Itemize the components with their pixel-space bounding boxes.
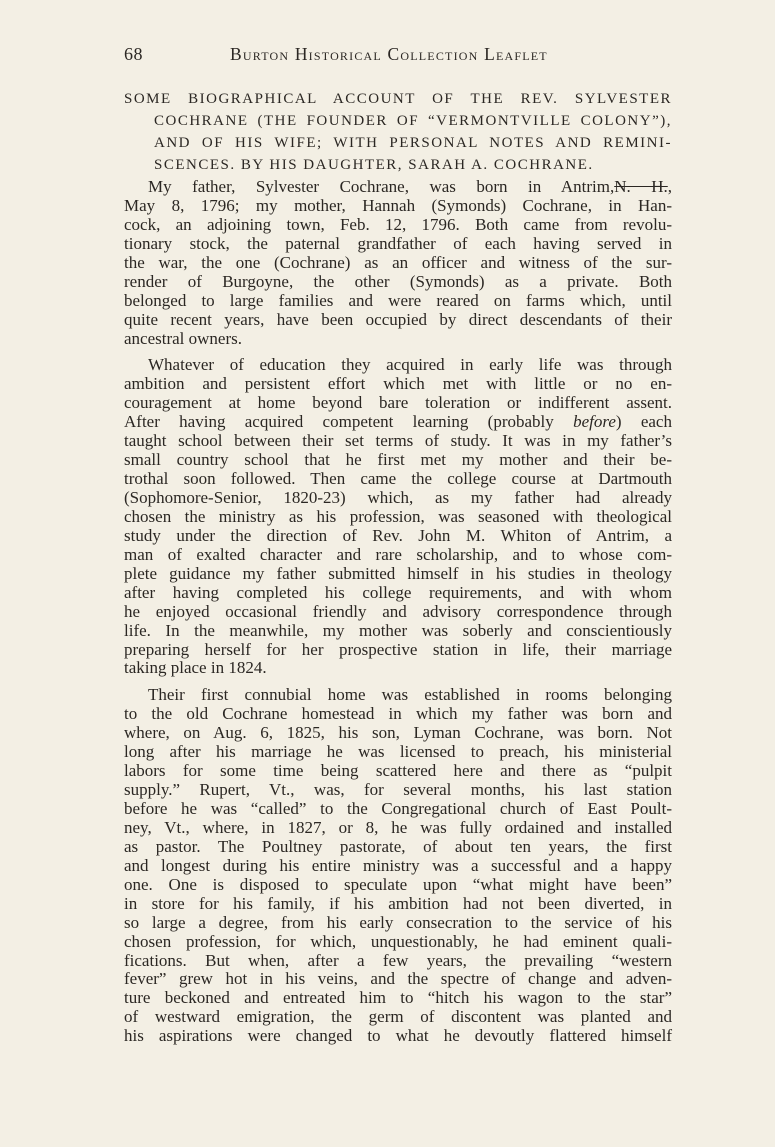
text-line (124, 413, 672, 432)
text-line (124, 178, 672, 197)
text-line: and longest during his entire ministry was a successful and a happy (124, 855, 672, 875)
text-line: chosen profession, for which, unquestionably, he had eminent quali- (124, 931, 672, 951)
text-line: small country school that he first met my mother and their be- (124, 450, 672, 470)
page-header (124, 44, 684, 70)
text-line: preparing herself for her prospective station in life, their marriage (124, 639, 672, 659)
title-line: COCHRANE (THE FOUNDER OF “VERMONTVILLE COLONY”), (154, 113, 672, 129)
text-line: he enjoyed occasional friendly and advisory correspondence through (124, 601, 672, 621)
text-line: before he was “called” to the Congregational church of East Poult- (124, 799, 672, 818)
text-line: quite recent years, have been occupied by direct descendants of their (124, 309, 672, 329)
text-line: May 8, 1796; my mother, Hannah (Symonds) Cochrane, in Han- (124, 195, 672, 215)
article-body (124, 178, 672, 1046)
title-line: SCENCES. BY HIS DAUGHTER, SARAH A. COCHRANE. (154, 157, 594, 173)
text-line: fications. But when, after a few years, the prevailing “western (124, 950, 672, 970)
text-line: belonged to large families and were reared on farms which, until (124, 290, 672, 310)
text-line: render of Burgoyne, the other (Symonds) as a private. Both (124, 271, 672, 291)
text-line: tionary stock, the paternal grandfather of each having served in (124, 233, 672, 253)
page-number: 68 (124, 44, 143, 64)
text-line: so large a degree, from his early consecration to the service of his (124, 912, 672, 932)
text-line: Their first connubial home was established in rooms belonging (148, 685, 672, 705)
text-line: Whatever of education they acquired in early life was through (148, 355, 672, 375)
title-line: SOME BIOGRAPHICAL ACCOUNT OF THE REV. SYLVESTER (124, 91, 672, 107)
text-line: labors for some time being scattered here and there as “pulpit (124, 761, 672, 781)
text-line: ture beckoned and entreated him to “hitch his wagon to the star” (124, 988, 672, 1008)
text-line: as pastor. The Poultney pastorate, of about ten years, the first (124, 836, 672, 856)
text-line: ney, Vt., where, in 1827, or 8, he was fully ordained and installed (124, 817, 672, 837)
text-line: supply.” Rupert, Vt., was, for several months, his last station (124, 780, 672, 800)
text-line: study under the direction of Rev. John M. Whiton of Antrim, a (124, 525, 672, 545)
article-title (124, 88, 672, 176)
text-segment: , (667, 177, 673, 196)
text-line: ancestral owners. (124, 328, 243, 348)
text-line: life. In the meanwhile, my mother was soberly and conscientiously (124, 620, 672, 640)
title-line: AND OF HIS WIFE; WITH PERSONAL NOTES AND REMINI- (154, 135, 672, 151)
text-segment: After having acquired competent learning (probably (124, 412, 574, 432)
text-line: long after his marriage he was licensed to preach, his ministerial (124, 742, 672, 762)
text-line: fever” grew hot in his veins, and the spectre of change and adven- (124, 969, 672, 989)
text-segment: My father, Sylvester Cochrane, was born in Antrim, (148, 177, 615, 196)
running-head: Burton Historical Collection Leaflet (230, 44, 548, 64)
text-line: chosen the ministry as his profession, was seasoned with theological (124, 506, 672, 526)
text-line: after having completed his college requirements, and with whom (124, 582, 672, 602)
text-line: couragement at home beyond bare toleration or indifferent assent. (124, 393, 672, 413)
text-line: plete guidance my father submitted himself in his studies in theology (124, 563, 672, 583)
struck-text: N. H. (614, 177, 668, 196)
text-line: in store for his family, if his ambition had not been diverted, in (124, 893, 672, 913)
text-line: cock, an adjoining town, Feb. 12, 1796. Both came from revolu- (124, 214, 672, 234)
text-line: man of exalted character and rare scholarship, and to whose com- (124, 544, 672, 564)
text-line: where, on Aug. 6, 1825, his son, Lyman Cochrane, was born. Not (124, 723, 672, 743)
text-line: to the old Cochrane homestead in which my father was born and (124, 704, 672, 724)
text-line: of westward emigration, the germ of discontent was planted and (124, 1007, 672, 1027)
paragraph (124, 686, 672, 1046)
text-line: taught school between their set terms of study. It was in my father’s (124, 431, 672, 451)
text-line: his aspirations were changed to what he devoutly flattered himself (124, 1026, 672, 1046)
text-line: one. One is disposed to speculate upon “what might have been” (124, 874, 672, 894)
text-line: taking place in 1824. (124, 658, 267, 678)
paragraph (124, 356, 672, 678)
italic-text: before (573, 412, 616, 432)
paragraph (124, 178, 672, 348)
text-segment: ) each (615, 412, 672, 432)
text-line: ambition and persistent effort which met with little or no en- (124, 374, 672, 394)
text-line: (Sophomore-Senior, 1820-23) which, as my father had already (124, 488, 672, 507)
text-line: the war, the one (Cochrane) as an officer and witness of the sur- (124, 252, 672, 272)
text-line: trothal soon followed. Then came the college course at Dartmouth (124, 469, 672, 489)
